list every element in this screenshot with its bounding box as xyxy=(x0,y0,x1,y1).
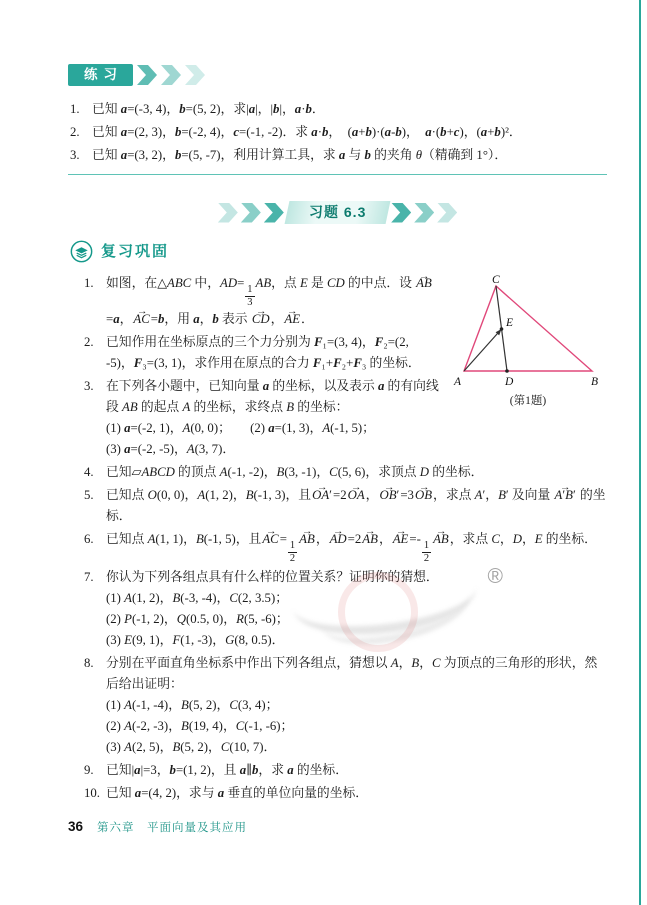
chevron-icon xyxy=(391,203,411,223)
problem-item xyxy=(84,653,607,758)
item-number: 5. xyxy=(84,487,94,502)
item-body xyxy=(106,567,607,651)
chevron-icon xyxy=(414,203,434,223)
problem-item xyxy=(84,462,607,483)
review-section-header xyxy=(70,240,607,263)
item-number: 4. xyxy=(84,464,94,479)
figure-label-C: C xyxy=(492,274,500,286)
page-number: 36 xyxy=(68,819,84,834)
figure-label-E: E xyxy=(506,317,514,329)
text-line: (3) a=(-2, -5)，A(3, 7)． xyxy=(106,441,236,456)
text-line: (2) P(-1, 2)，Q(0.5, 0)，R(5, -6)； xyxy=(106,611,289,626)
item-number: 10. xyxy=(84,785,100,800)
text-line: (1) A(-1, -4)，B(5, 2)，C(3, 4)； xyxy=(106,697,279,712)
page-footer xyxy=(68,816,247,839)
text-line: 如图，在△ABC 中，AD= $\frac{1}{3}$ AB，点 E 是 CD 的中点．设 AB →=a，AC →=b，用 a，b 表示 CD →，AE →． xyxy=(106,273,439,330)
text-line: (1) A(1, 2)，B(-3, -4)，C(2, 3.5)； xyxy=(106,590,289,605)
item-number: 2. xyxy=(84,334,94,349)
item-number: 2. xyxy=(70,125,80,139)
text-line: 已知 a=(3, 2)，b=(5, -7)，利用计算工具，求 a 与 b 的夹角 θ（精确到 1°）． xyxy=(92,148,508,162)
registered-mark: ® xyxy=(487,565,503,588)
figure-caption: (第1题) xyxy=(509,395,547,407)
item-body xyxy=(106,273,439,330)
section-divider xyxy=(68,174,607,175)
item-number: 7. xyxy=(84,569,94,584)
exercise-banner-label: 练习 xyxy=(68,64,133,86)
item-number: 9. xyxy=(84,762,94,777)
problem-figure xyxy=(449,273,607,409)
figure-label-B: B xyxy=(591,376,599,388)
text-line: 你认为下列各组点具有什么样的位置关系？证明你的猜想． xyxy=(106,569,439,584)
exercise-item xyxy=(70,122,607,143)
figure-label-D: D xyxy=(505,376,514,388)
exercise-list xyxy=(70,99,607,166)
item-number: 1. xyxy=(70,102,80,116)
exercise-banner xyxy=(68,64,607,86)
item-number: 8. xyxy=(84,655,94,670)
text-line: (3) A(2, 5)，B(5, 2)，C(10, 7)． xyxy=(106,739,277,754)
problems-area xyxy=(84,273,607,804)
item-body xyxy=(106,529,607,565)
exercise-item xyxy=(70,145,607,166)
section-banner-box xyxy=(284,201,390,224)
item-number: 3. xyxy=(84,378,94,393)
text-line: (2) A(-2, -3)，B(19, 4)，C(-1, -6)； xyxy=(106,718,294,733)
item-body xyxy=(106,485,607,527)
text-line: 已知点 A(1, 1)，B(-1, 5)，且AC →= $\frac{1}{2}$ AB →，AD →=2AB →，AE →=- $\frac{1}{2}$ AB →，求点 C，D，E 的坐标． xyxy=(106,529,607,565)
item-body xyxy=(92,122,607,143)
item-number: 1. xyxy=(84,276,94,290)
text-line: 已知 a=(2, 3)，b=(-2, 4)，c=(-1, -2)．求 a·b， (a+b)·(a-b)， a·(b+c)，(a+b)²． xyxy=(92,125,522,139)
text-line: 已知作用在坐标原点的三个力分别为 F₁=(3, 4)，F₂=(2, -5)，F₃=(3, 1)，求作用在原点的合力 F₁+F₂+F₃ 的坐标． xyxy=(106,334,421,370)
section-banner xyxy=(68,201,607,224)
chevron-icon xyxy=(241,203,261,223)
problem-item xyxy=(84,760,607,781)
text-line: 已知▱ABCD 的顶点 A(-1, -2)，B(3, -1)，C(5, 6)，求顶点 D 的坐标． xyxy=(106,464,484,479)
item-body xyxy=(106,783,607,804)
text-line: 已知|a|=3，b=(1, 2)，且 a∥b，求 a 的坐标． xyxy=(106,762,349,777)
problem-item xyxy=(84,529,607,565)
chevron-icon xyxy=(161,65,181,85)
chapter-title: 第六章 平面向量及其应用 xyxy=(97,822,248,834)
problem-item xyxy=(84,567,607,651)
text-line: 已知点 O(0, 0)，A(1, 2)，B(-1, 3)，且OA′ →=2OA →，OB′ →=3OB →，求点 A′，B′ 及向量 A′B′ → 的坐标． xyxy=(106,485,607,527)
page-edge-rule xyxy=(639,0,641,905)
triangle-figure xyxy=(450,273,606,391)
figure-label-A: A xyxy=(454,376,462,388)
item-body xyxy=(92,99,607,120)
item-number: 6. xyxy=(84,531,94,546)
text-line: 在下列各小题中，已知向量 a 的坐标，以及表示 a 的有向线段 AB 的起点 A 的坐标，求终点 B 的坐标： xyxy=(106,378,439,414)
item-body xyxy=(106,376,439,460)
item-number: 3. xyxy=(70,148,80,162)
text-line: 分别在平面直角坐标系中作出下列各组点，猜想以 A，B，C 为顶点的三角形的形状，然后给出证明： xyxy=(106,655,598,691)
text-line: (1) a=(-2, 1)，A(0, 0)； (2) a=(1, 3)，A(-1, 5)； xyxy=(106,420,375,435)
chevron-icon xyxy=(264,203,284,223)
chevron-icon xyxy=(185,65,205,85)
chevron-icon xyxy=(218,203,238,223)
item-body xyxy=(92,145,607,166)
review-book-icon xyxy=(70,240,93,263)
text-line: 已知 a=(-3, 4)，b=(5, 2)，求|a|，|b|，a·b． xyxy=(92,102,325,116)
text-line: (3) E(9, 1)，F(1, -3)，G(8, 0.5)． xyxy=(106,632,285,647)
exercise-item xyxy=(70,99,607,120)
problem-item xyxy=(84,485,607,527)
item-body xyxy=(106,332,439,374)
item-body xyxy=(106,760,607,781)
text-line: 已知 a=(4, 2)，求与 a 垂直的单位向量的坐标． xyxy=(106,785,369,800)
problem-item xyxy=(84,783,607,804)
review-section-label: 复习巩固 xyxy=(101,243,170,260)
item-body xyxy=(106,653,607,758)
chevron-icon xyxy=(437,203,457,223)
section-banner-label: 习题 6.3 xyxy=(308,204,367,220)
chevron-icon xyxy=(137,65,157,85)
